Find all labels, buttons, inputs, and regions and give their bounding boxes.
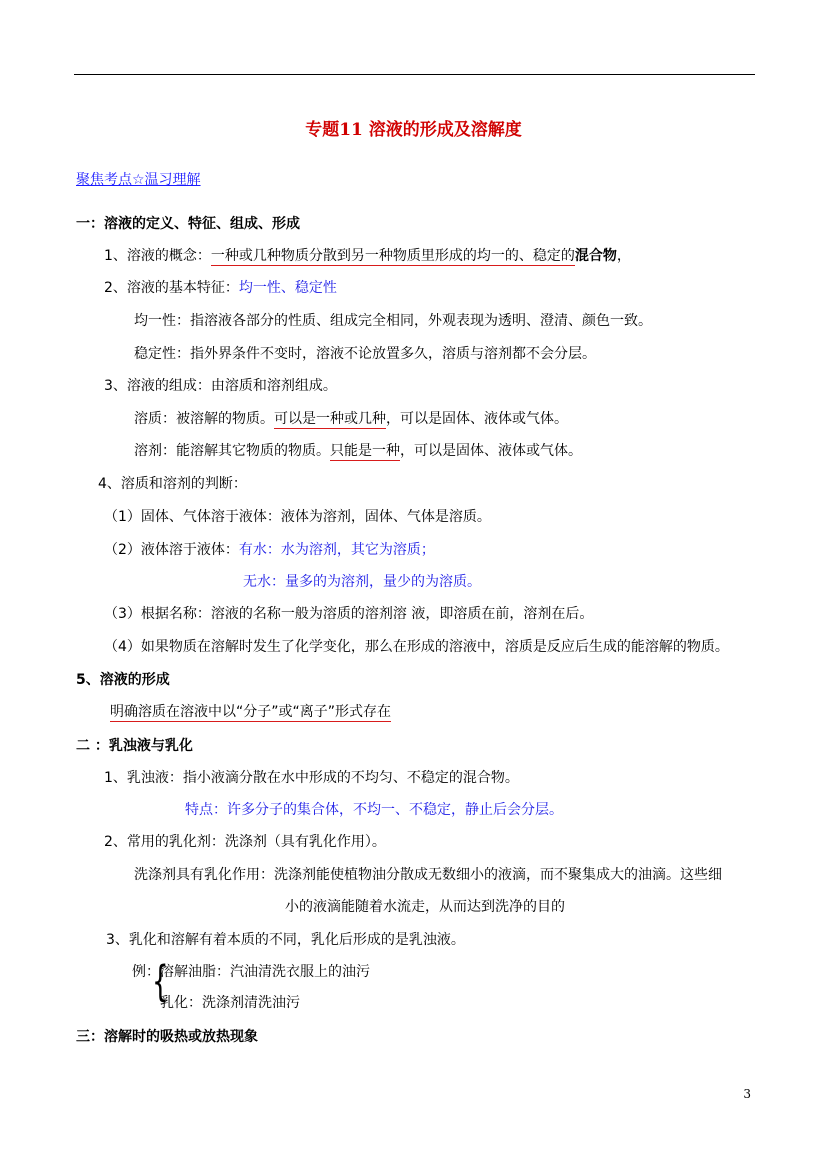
example-2: 乳化：洗涤剂清洗油污 [160, 995, 300, 1011]
judge-4: （4）如果物质在溶解时发生了化学变化，那么在形成的溶液中，溶质是反应后生成的能溶解的物质。 [104, 639, 729, 655]
difference-line: 3、乳化和溶解有着本质的不同，乳化后形成的是乳浊液。 [106, 932, 465, 948]
page-title: 专题11 溶液的形成及溶解度 [305, 120, 522, 140]
emulsion-feature: 特点：许多分子的集合体，不均一、不稳定，静止后会分层。 [185, 802, 563, 818]
emulsion-line: 1、乳浊液：指小液滴分散在水中形成的不均匀、不稳定的混合物。 [104, 770, 519, 786]
solvent-text: 溶剂：能溶解其它物质的物质。 [134, 443, 330, 459]
judge-1: （1）固体、气体溶于液体：液体为溶剂，固体、气体是溶质。 [104, 509, 491, 525]
section-3-heading: 三：溶解时的吸热或放热现象 [76, 1029, 258, 1045]
concept-end: ， [616, 248, 631, 264]
solvent-underlined: 只能是一种 [330, 443, 400, 459]
composition-line: 3、溶液的组成：由溶质和溶剂组成。 [104, 378, 337, 394]
brace-icon: { [152, 958, 169, 1007]
formation-line [110, 702, 391, 722]
stable-line: 稳定性：指外界条件不变时，溶液不论放置多久，溶质与溶剂都不会分层。 [134, 346, 596, 362]
judge-2 [104, 540, 435, 560]
solvent-line [134, 441, 582, 461]
focus-link[interactable]: 聚焦考点☆温习理解 [76, 172, 201, 188]
example-1: 溶解油脂：汽油清洗衣服上的油污 [160, 964, 370, 980]
concept-underlined: 一种或几种物质分散到另一种物质里形成的均一的、稳定的 [210, 248, 575, 264]
solute-text: 溶质：被溶解的物质。 [134, 411, 274, 427]
section-2-heading: 二 ：乳浊液与乳化 [76, 738, 193, 754]
solute-underlined: 可以是一种或几种 [274, 411, 386, 427]
judge-2-blue: 有水：水为溶剂，其它为溶质； [238, 542, 435, 558]
page-number: 3 [743, 1087, 751, 1101]
uniform-line: 均一性：指溶液各部分的性质、组成完全相同，外观表现为透明、澄清、颜色一致。 [134, 313, 652, 329]
header-rule [74, 74, 755, 75]
concept-bold: 混合物 [574, 248, 617, 264]
concept-prefix: 1、溶液的概念： [104, 248, 211, 264]
solute-tail: ，可以是固体、液体或气体。 [386, 411, 568, 427]
judge-2-prefix: （2）液体溶于液体： [104, 542, 239, 558]
solvent-tail: ，可以是固体、液体或气体。 [400, 443, 582, 459]
formation-underlined: 明确溶质在溶液中以“分子”或“离子”形式存在 [110, 704, 392, 720]
section-5-heading: 5、溶液的形成 [76, 672, 170, 688]
concept-line [104, 246, 631, 266]
emulsifier-detail-2: 小的液滴能随着水流走，从而达到洗净的目的 [285, 899, 565, 915]
feature-blue: 均一性、稳定性 [238, 280, 337, 296]
feature-prefix: 2、溶液的基本特征： [104, 280, 239, 296]
solute-line [134, 409, 568, 429]
section-1-heading: 一：溶液的定义、特征、组成、形成 [76, 216, 300, 232]
emulsifier-line: 2、常用的乳化剂：洗涤剂（具有乳化作用）。 [104, 834, 386, 850]
judge-line: 4、溶质和溶剂的判断： [98, 476, 247, 492]
example-label: 例： [132, 964, 160, 980]
emulsifier-detail-1: 洗涤剂具有乳化作用：洗涤剂能使植物油分散成无数细小的液滴，而不聚集成大的油滴。这些细 [134, 867, 722, 883]
judge-2-blue-2: 无水：量多的为溶剂，量少的为溶质。 [243, 574, 481, 590]
feature-line [104, 278, 337, 298]
judge-3: （3）根据名称：溶液的名称一般为溶质的溶剂溶 液，即溶质在前，溶剂在后。 [104, 606, 594, 622]
